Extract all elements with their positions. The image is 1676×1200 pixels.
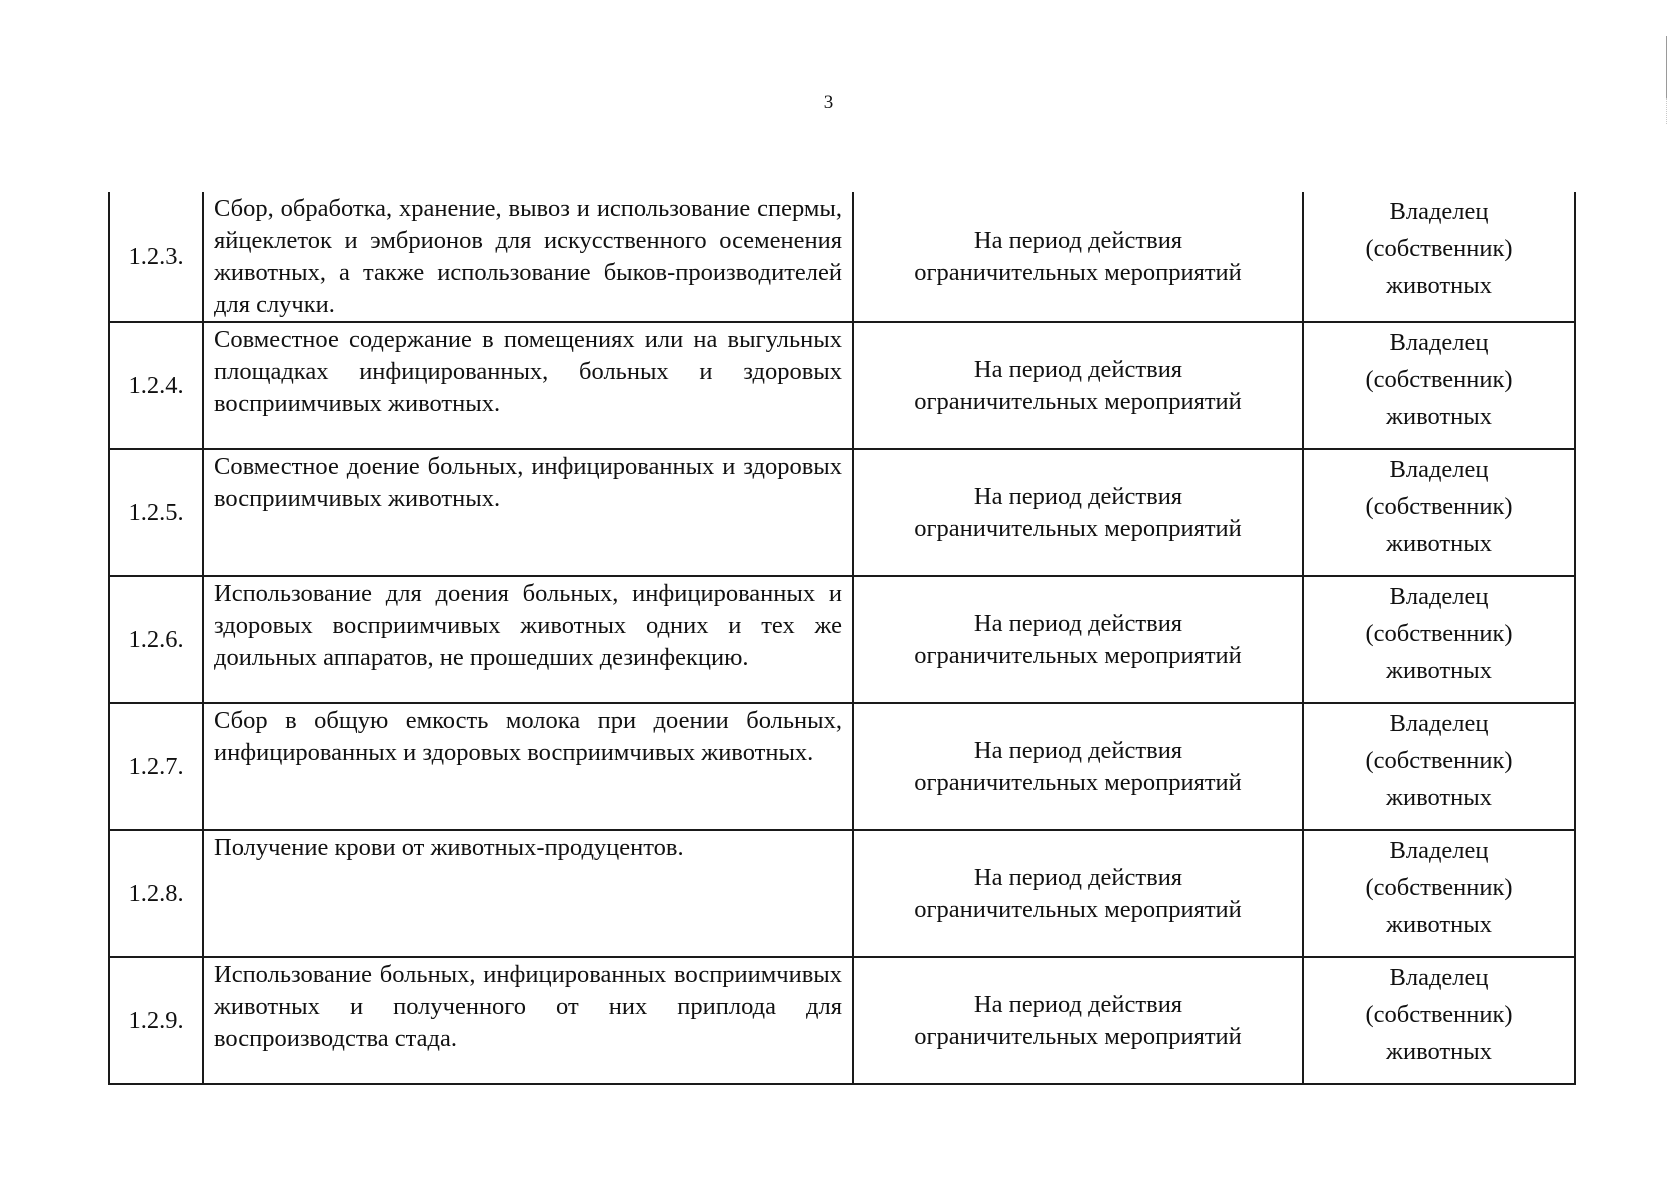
table-row (109, 830, 1575, 957)
row-period-line-1: На период действия (973, 355, 1183, 383)
row-period-line-1: На период действия (973, 482, 1183, 510)
row-description: Сбор, обработка, хранение, вывоз и использование спермы, яйцеклеток и эмбрионов для искусственного осеменения животных, а также использование быков-производителей для случки. (214, 195, 842, 318)
row-period-line-2: ограничительных мероприятий (914, 258, 1242, 286)
row-period-line-1: На период действия (973, 609, 1183, 637)
row-period-line-2: ограничительных мероприятий (914, 895, 1242, 923)
row-number: 1.2.3. (109, 192, 203, 322)
row-responsible-cell (1303, 192, 1575, 322)
row-period-cell (853, 703, 1303, 830)
row-responsible-line-1: Владелец (1389, 964, 1489, 991)
row-description-cell (203, 703, 853, 830)
row-description-cell (203, 957, 853, 1084)
row-description: Совместное содержание в помещениях или на выгульных площадках инфицированных, больных и здоровых восприимчивых животных. (214, 326, 842, 417)
row-period-cell (853, 322, 1303, 449)
table-row (109, 449, 1575, 576)
row-responsible-line-3: животных (1386, 403, 1492, 430)
row-period-line-1: На период действия (973, 736, 1183, 764)
row-number: 1.2.8. (109, 830, 203, 957)
row-responsible-line-1: Владелец (1389, 583, 1489, 610)
row-responsible-cell (1303, 449, 1575, 576)
row-responsible-line-3: животных (1386, 530, 1492, 557)
table-row (109, 957, 1575, 1084)
row-responsible-cell (1303, 703, 1575, 830)
row-period-line-2: ограничительных мероприятий (914, 1022, 1242, 1050)
row-number: 1.2.6. (109, 576, 203, 703)
row-description-cell (203, 449, 853, 576)
row-period-line-2: ограничительных мероприятий (914, 387, 1242, 415)
row-responsible-line-2: (собственник) (1365, 1001, 1513, 1028)
page-number: 3 (823, 92, 835, 113)
row-period-line-1: На период действия (973, 990, 1183, 1018)
row-responsible-line-3: животных (1386, 784, 1492, 811)
row-description: Сбор в общую емкость молока при доении больных, инфицированных и здоровых восприимчивых животных. (214, 707, 842, 766)
row-number: 1.2.7. (109, 703, 203, 830)
row-period-line-1: На период действия (973, 226, 1183, 254)
row-number: 1.2.4. (109, 322, 203, 449)
table-row (109, 703, 1575, 830)
row-description: Совместное доение больных, инфицированных и здоровых восприимчивых животных. (214, 453, 842, 512)
row-period-line-2: ограничительных мероприятий (914, 514, 1242, 542)
row-responsible-line-3: животных (1386, 657, 1492, 684)
row-responsible-cell (1303, 957, 1575, 1084)
row-responsible-line-3: животных (1386, 911, 1492, 938)
row-description: Использование больных, инфицированных восприимчивых животных и полученного от них приплода для воспроизводства стада. (214, 961, 842, 1052)
scan-edge-line (1666, 36, 1667, 98)
row-responsible-line-2: (собственник) (1365, 747, 1513, 774)
row-responsible-line-2: (собственник) (1365, 874, 1513, 901)
table-row (109, 576, 1575, 703)
row-responsible-line-3: животных (1386, 1038, 1492, 1065)
row-description: Получение крови от животных-продуцентов. (214, 834, 684, 861)
restrictions-table (108, 192, 1576, 1085)
row-responsible-line-1: Владелец (1389, 456, 1489, 483)
row-responsible-line-1: Владелец (1389, 837, 1489, 864)
row-responsible-line-2: (собственник) (1365, 620, 1513, 647)
row-period-cell (853, 957, 1303, 1084)
table-row (109, 192, 1575, 322)
row-responsible-line-1: Владелец (1389, 198, 1489, 225)
row-responsible-cell (1303, 322, 1575, 449)
row-number: 1.2.5. (109, 449, 203, 576)
row-period-line-2: ограничительных мероприятий (914, 768, 1242, 796)
row-responsible-line-2: (собственник) (1365, 235, 1513, 262)
row-responsible-cell (1303, 576, 1575, 703)
row-description-cell (203, 576, 853, 703)
row-responsible-line-2: (собственник) (1365, 493, 1513, 520)
row-period-cell (853, 192, 1303, 322)
row-description-cell (203, 322, 853, 449)
row-description-cell (203, 192, 853, 322)
table-row (109, 322, 1575, 449)
row-responsible-line-2: (собственник) (1365, 366, 1513, 393)
row-period-cell (853, 830, 1303, 957)
row-responsible-line-3: животных (1386, 272, 1492, 299)
row-period-cell (853, 449, 1303, 576)
row-period-line-1: На период действия (973, 863, 1183, 891)
row-period-cell (853, 576, 1303, 703)
row-responsible-cell (1303, 830, 1575, 957)
row-description: Использование для доения больных, инфицированных и здоровых восприимчивых животных одних и тех же доильных аппаратов, не прошедших дезинфекцию. (214, 580, 842, 671)
row-number: 1.2.9. (109, 957, 203, 1084)
row-responsible-line-1: Владелец (1389, 710, 1489, 737)
row-responsible-line-1: Владелец (1389, 329, 1489, 356)
row-period-line-2: ограничительных мероприятий (914, 641, 1242, 669)
row-description-cell (203, 830, 853, 957)
